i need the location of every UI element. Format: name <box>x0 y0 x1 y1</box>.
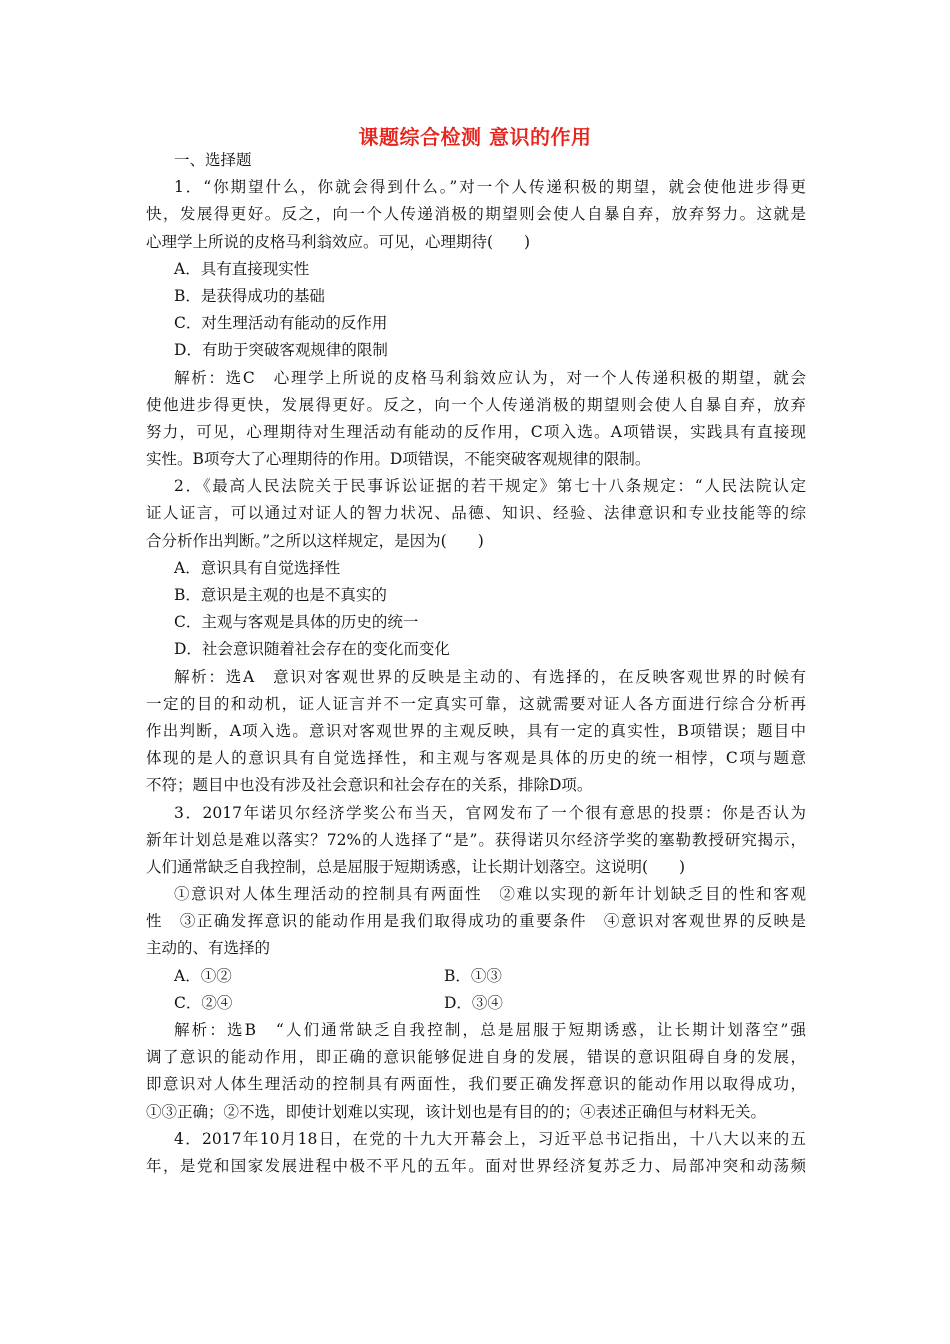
statement-line: 主动的、有选择的 <box>146 939 271 958</box>
analysis-line: 努力，可见，心理期待对生理活动有能动的反作用，C项入选。A项错误，实践具有直接现 <box>146 422 806 441</box>
question-4-line: 年，是党和国家发展进程中极不平凡的五年。面对世界经济复苏乏力、局部冲突和动荡频 <box>146 1156 806 1175</box>
question-1 <box>146 174 806 473</box>
statement-line: 性 ③正确发挥意识的能动作用是我们取得成功的重要条件 ④意识对客观世界的反映是 <box>146 912 806 931</box>
option-a: A．具有直接现实性 <box>174 259 310 278</box>
question-4-line: 4．2017年10月18日，在党的十九大开幕会上，习近平总书记指出，十八大以来的五 <box>174 1129 806 1148</box>
analysis-line: 即意识对人体生理活动的控制具有两面性，我们要正确发挥意识的能动作用以取得成功， <box>146 1075 806 1094</box>
option-d: D．社会意识随着社会存在的变化而变化 <box>174 640 450 659</box>
section-heading: 一、选择题 <box>174 151 252 169</box>
analysis-line: ①③正确；②不选，即使计划难以实现，该计划也是有目的的；④表述正确但与材料无关。 <box>146 1102 767 1121</box>
question-2-line: 合分析作出判断。”之所以这样规定，是因为( ) <box>146 531 484 550</box>
question-3-line: 人们通常缺乏自我控制，总是屈服于短期诱惑，让长期计划落空。这说明( ) <box>146 857 686 876</box>
analysis-line: 使他进步得更快，发展得更好。反之，向一个人传递消极的期望则会使人自暴自弃，放弃 <box>146 395 806 414</box>
question-1-line: 1．“你期望什么，你就会得到什么。”对一个人传递积极的期望，就会使他进步得更 <box>174 178 806 197</box>
question-1-line: 快，发展得更好。反之，向一个人传递消极的期望则会使人自暴自弃，放弃努力。这就是 <box>146 205 806 224</box>
analysis-line: 解析：选B “人们通常缺乏自我控制，总是屈服于短期诱惑，让长期计划落空”强 <box>174 1021 806 1039</box>
option-row <box>146 990 806 1017</box>
analysis-line: 作出判断，A项入选。意识对客观世界的主观反映，具有一定的真实性，B项错误；题目中 <box>146 721 806 740</box>
option-row <box>146 963 806 990</box>
analysis-line: 调了意识的能动作用，即正确的意识能够促进自身的发展，错误的意识阻碍自身的发展， <box>146 1048 806 1067</box>
document-body <box>146 147 806 1180</box>
analysis-line: 体现的是人的意识具有自觉选择性，和主观与客观是具体的历史的统一相悖，C项与题意 <box>146 749 806 768</box>
question-4 <box>146 1126 806 1180</box>
question-2-line: 2．《最高人民法院关于民事诉讼证据的若干规定》第七十八条规定：“人民法院认定 <box>174 477 806 496</box>
option-a: A．①② <box>174 966 232 985</box>
analysis-line: 一定的目的和动机，证人证言并不一定真实可靠，这就需要对证人各方面进行综合分析再 <box>146 694 806 713</box>
question-3-line: 新年计划总是难以落实？72%的人选择了“是”。获得诺贝尔经济学奖的塞勒教授研究揭示， <box>146 830 806 849</box>
option-b: B．是获得成功的基础 <box>174 286 325 305</box>
question-3 <box>146 800 806 1126</box>
option-d: D．有助于突破客观规律的限制 <box>174 341 388 360</box>
option-c: C．主观与客观是具体的历史的统一 <box>174 613 419 632</box>
analysis-line: 实性。B项夸大了心理期待的作用。D项错误，不能突破客观规律的限制。 <box>146 450 651 469</box>
analysis-line: 不符；题目中也没有涉及社会意识和社会存在的关系，排除D项。 <box>146 776 593 795</box>
option-c: C．②④ <box>174 993 233 1012</box>
page-title: 课题综合检测 意识的作用 <box>358 125 592 149</box>
question-2 <box>146 473 806 799</box>
option-c: C．对生理活动有能动的反作用 <box>174 314 388 333</box>
question-1-line: 心理学上所说的皮格马利翁效应。可见，心理期待( ) <box>146 232 531 251</box>
analysis-line: 解析：选A 意识对客观世界的反映是主动的、有选择的，在反映客观世界的时候有 <box>174 667 806 686</box>
analysis-line: 解析：选C 心理学上所说的皮格马利翁效应认为，对一个人传递积极的期望，就会 <box>174 368 806 387</box>
option-b: B．意识是主观的也是不真实的 <box>174 586 387 604</box>
statement-line: ①意识对人体生理活动的控制具有两面性 ②难以实现的新年计划缺乏目的性和客观 <box>174 885 806 904</box>
question-3-line: 3．2017年诺贝尔经济学奖公布当天，官网发布了一个很有意思的投票：你是否认为 <box>174 803 806 822</box>
question-2-line: 证人证言，可以通过对证人的智力状况、品德、知识、经验、法律意识和专业技能等的综 <box>146 504 806 523</box>
option-d: D．③④ <box>444 993 503 1012</box>
option-a: A．意识具有自觉选择性 <box>174 558 341 577</box>
option-b: B．①③ <box>444 966 502 985</box>
